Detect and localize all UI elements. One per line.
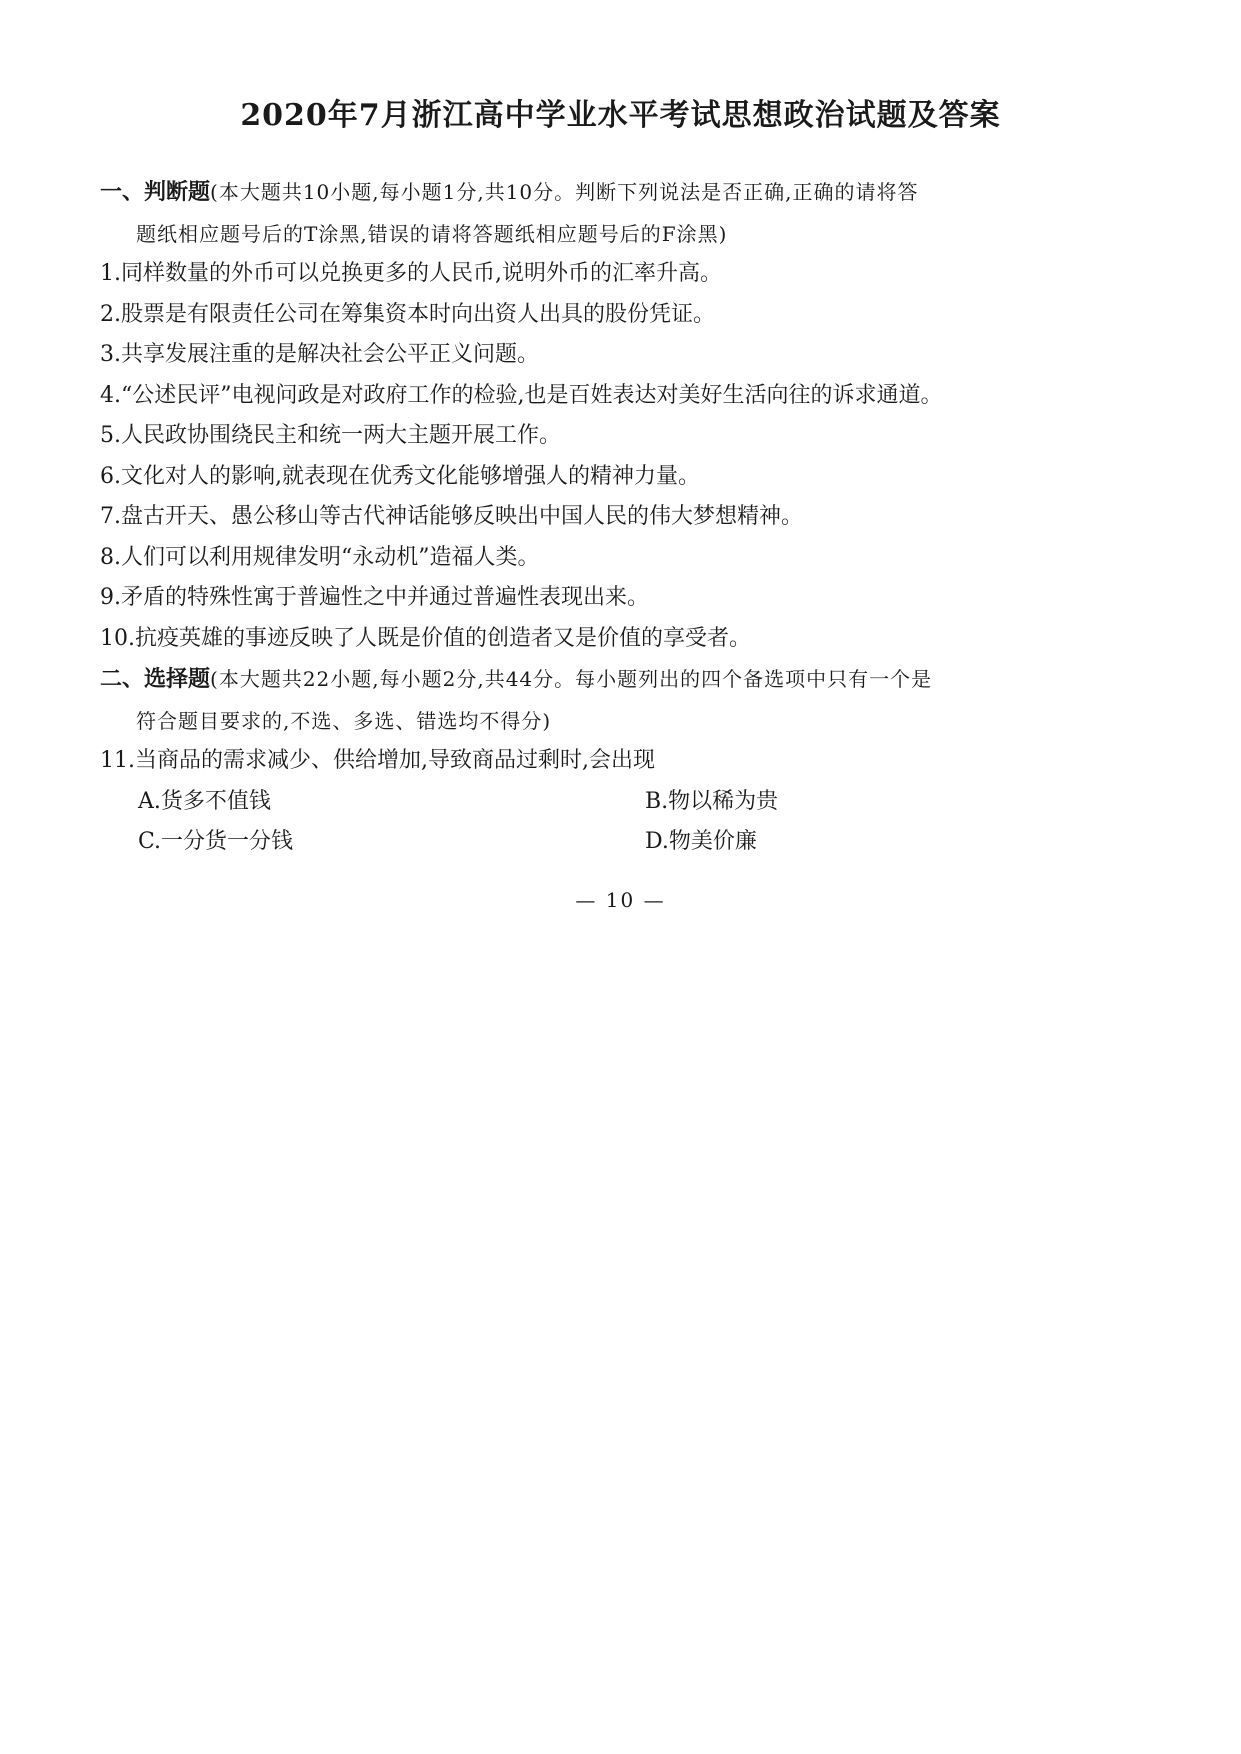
section1-heading: 一、判断题 xyxy=(100,179,211,205)
option-c: C.一分货一分钱 xyxy=(138,829,294,854)
question-item-7: 7.盘古开天、愚公移山等古代神话能够反映出中国人民的伟大梦想精神。 xyxy=(100,504,803,529)
question-item-1: 1.同样数量的外币可以兑换更多的人民币,说明外币的汇率升高。 xyxy=(100,261,722,286)
question-item-2: 2.股票是有限责任公司在筹集资本时向出资人出具的股份凭证。 xyxy=(100,301,715,327)
question-item-5: 5.人民政协围绕民主和统一两大主题开展工作。 xyxy=(100,423,561,448)
section1-note-line1: (本大题共10小题,每小题1分,共10分。判断下列说法是否正确,正确的请将答 xyxy=(210,180,919,204)
question-item-3: 3.共享发展注重的是解决社会公平正义问题。 xyxy=(100,342,539,367)
question-item-10: 10.抗疫英雄的事迹反映了人既是价值的创造者又是价值的享受者。 xyxy=(100,625,751,651)
question-item-8: 8.人们可以利用规律发明“永动机”造福人类。 xyxy=(100,544,540,570)
option-a: A.货多不值钱 xyxy=(138,788,271,814)
page-number: — 10 — xyxy=(575,888,666,912)
exam-content xyxy=(100,172,1150,863)
section2-note-line1: (本大题共22小题,每小题2分,共44分。每小题列出的四个备选项中只有一个是 xyxy=(210,667,933,691)
question-11-options xyxy=(100,782,1150,863)
question-item-11: 11.当商品的需求减少、供给增加,导致商品过剩时,会出现 xyxy=(100,748,655,773)
question-item-6: 6.文化对人的影响,就表现在优秀文化能够增强人的精神力量。 xyxy=(100,463,700,489)
section2-header xyxy=(100,659,1150,701)
section1-note-line2: 题纸相应题号后的T涂黑,错误的请将答题纸相应题号后的F涂黑) xyxy=(136,221,728,246)
section2-heading: 二、选择题 xyxy=(100,666,211,692)
question-item-9: 9.矛盾的特殊性寓于普遍性之中并通过普遍性表现出来。 xyxy=(100,585,649,610)
section1-header xyxy=(100,172,1150,214)
question-item-4: 4.“公述民评”电视问政是对政府工作的检验,也是百姓表达对美好生活向往的诉求通道。 xyxy=(100,382,943,408)
document-title: 2020年7月浙江高中学业水平考试思想政治试题及答案 xyxy=(240,98,1001,133)
option-b: B.物以稀为贵 xyxy=(645,788,779,814)
option-d: D.物美价廉 xyxy=(645,829,757,854)
section2-note-line2: 符合题目要求的,不选、多选、错选均不得分) xyxy=(136,708,552,733)
